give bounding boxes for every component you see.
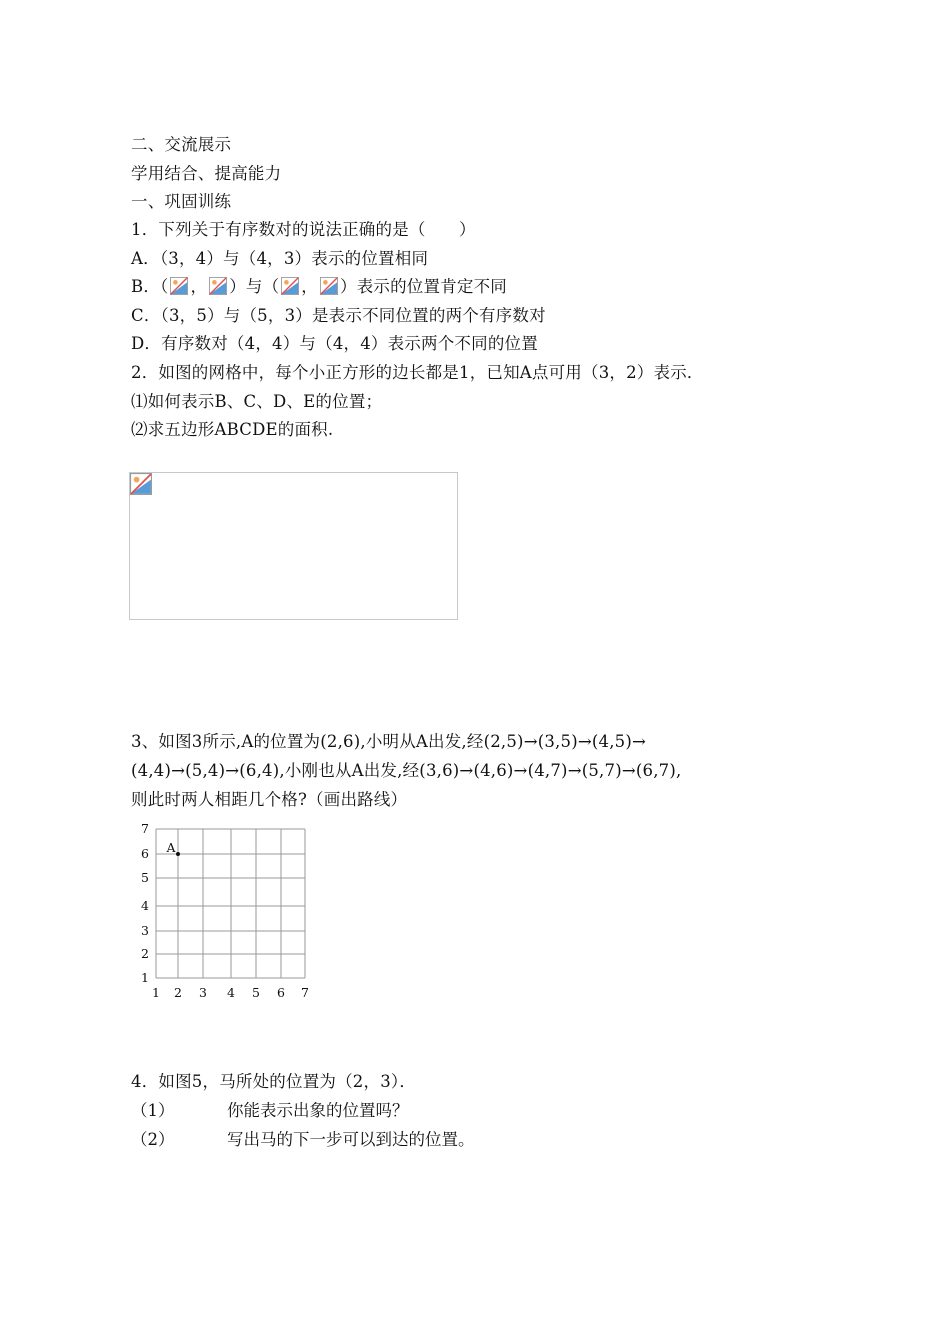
broken-image-icon [209, 277, 227, 295]
q2-figure-placeholder [129, 472, 458, 620]
q2-stem: 2．如图的网格中，每个小正方形的边长都是1，已知A点可用（3，2）表示． [131, 363, 704, 382]
y-tick-label: 3 [141, 923, 149, 938]
x-tick-label: 4 [227, 985, 235, 1000]
broken-image-icon [281, 277, 299, 295]
q1-option-c: C．（3，5）与（5，3）是表示不同位置的两个有序数对 [131, 306, 546, 325]
section-one-heading: 一、巩固训练 [131, 192, 232, 211]
q1-option-b [131, 276, 507, 298]
q1-option-b-comma2: ， [301, 277, 318, 296]
broken-image-icon [130, 473, 152, 495]
x-tick-label: 5 [252, 985, 260, 1000]
q1-option-d: D．有序数对（4，4）与（4，4）表示两个不同的位置 [131, 334, 538, 353]
q3-line2: (4,4)→(5,4)→(6,4),小刚也从A出发,经(3,6)→(4,6)→(4,7)→(5,7)→(6,7), [131, 761, 682, 780]
section-title: 二、交流展示 [131, 135, 232, 154]
q1-option-a: A．（3，4）与（4，3）表示的位置相同 [131, 249, 429, 268]
x-tick-label: 1 [152, 985, 160, 1000]
broken-image-icon [320, 277, 338, 295]
y-tick-label: 6 [141, 846, 149, 861]
q1-option-b-open: B．（ [131, 277, 169, 296]
point-a-marker [176, 852, 180, 856]
q4-part2-number: （2） [131, 1130, 175, 1149]
q3-grid-figure [135, 820, 325, 1005]
x-tick-label: 3 [199, 985, 207, 1000]
y-tick-label: 2 [141, 946, 149, 961]
subtitle: 学用结合、提高能力 [131, 164, 282, 183]
coordinate-grid [135, 820, 325, 1005]
q2-part2: ⑵求五边形ABCDE的面积. [131, 420, 334, 439]
q4-part1-text: 你能表示出象的位置吗？ [227, 1101, 409, 1120]
q1-stem: 1．下列关于有序数对的说法正确的是（ ） [131, 220, 476, 239]
q4-stem: 4．如图5，马所处的位置为（2，3）． [131, 1072, 417, 1091]
q1-option-b-mid: ）与（ [229, 277, 280, 296]
y-tick-label: 4 [141, 898, 149, 913]
y-tick-label: 7 [141, 821, 149, 836]
x-tick-label: 2 [174, 985, 182, 1000]
point-a-label: A [166, 840, 176, 855]
q1-option-b-comma1: ， [190, 277, 208, 296]
x-tick-label: 7 [301, 985, 309, 1000]
y-tick-label: 5 [141, 870, 149, 885]
q3-line1: 3、如图3所示,A的位置为(2,6),小明从A出发,经(2,5)→(3,5)→(4,5)→ [131, 732, 646, 751]
q4-part1-number: （1） [131, 1101, 175, 1120]
q3-line3: 则此时两人相距几个格?（画出路线） [131, 790, 408, 809]
q4-part2-text: 写出马的下一步可以到达的位置。 [227, 1130, 475, 1149]
broken-image-icon [170, 277, 188, 295]
q2-part1: ⑴如何表示B、C、D、E的位置； [131, 392, 383, 411]
q1-option-b-close: ）表示的位置肯定不同 [340, 277, 507, 296]
y-tick-label: 1 [141, 970, 149, 985]
x-tick-label: 6 [277, 985, 285, 1000]
